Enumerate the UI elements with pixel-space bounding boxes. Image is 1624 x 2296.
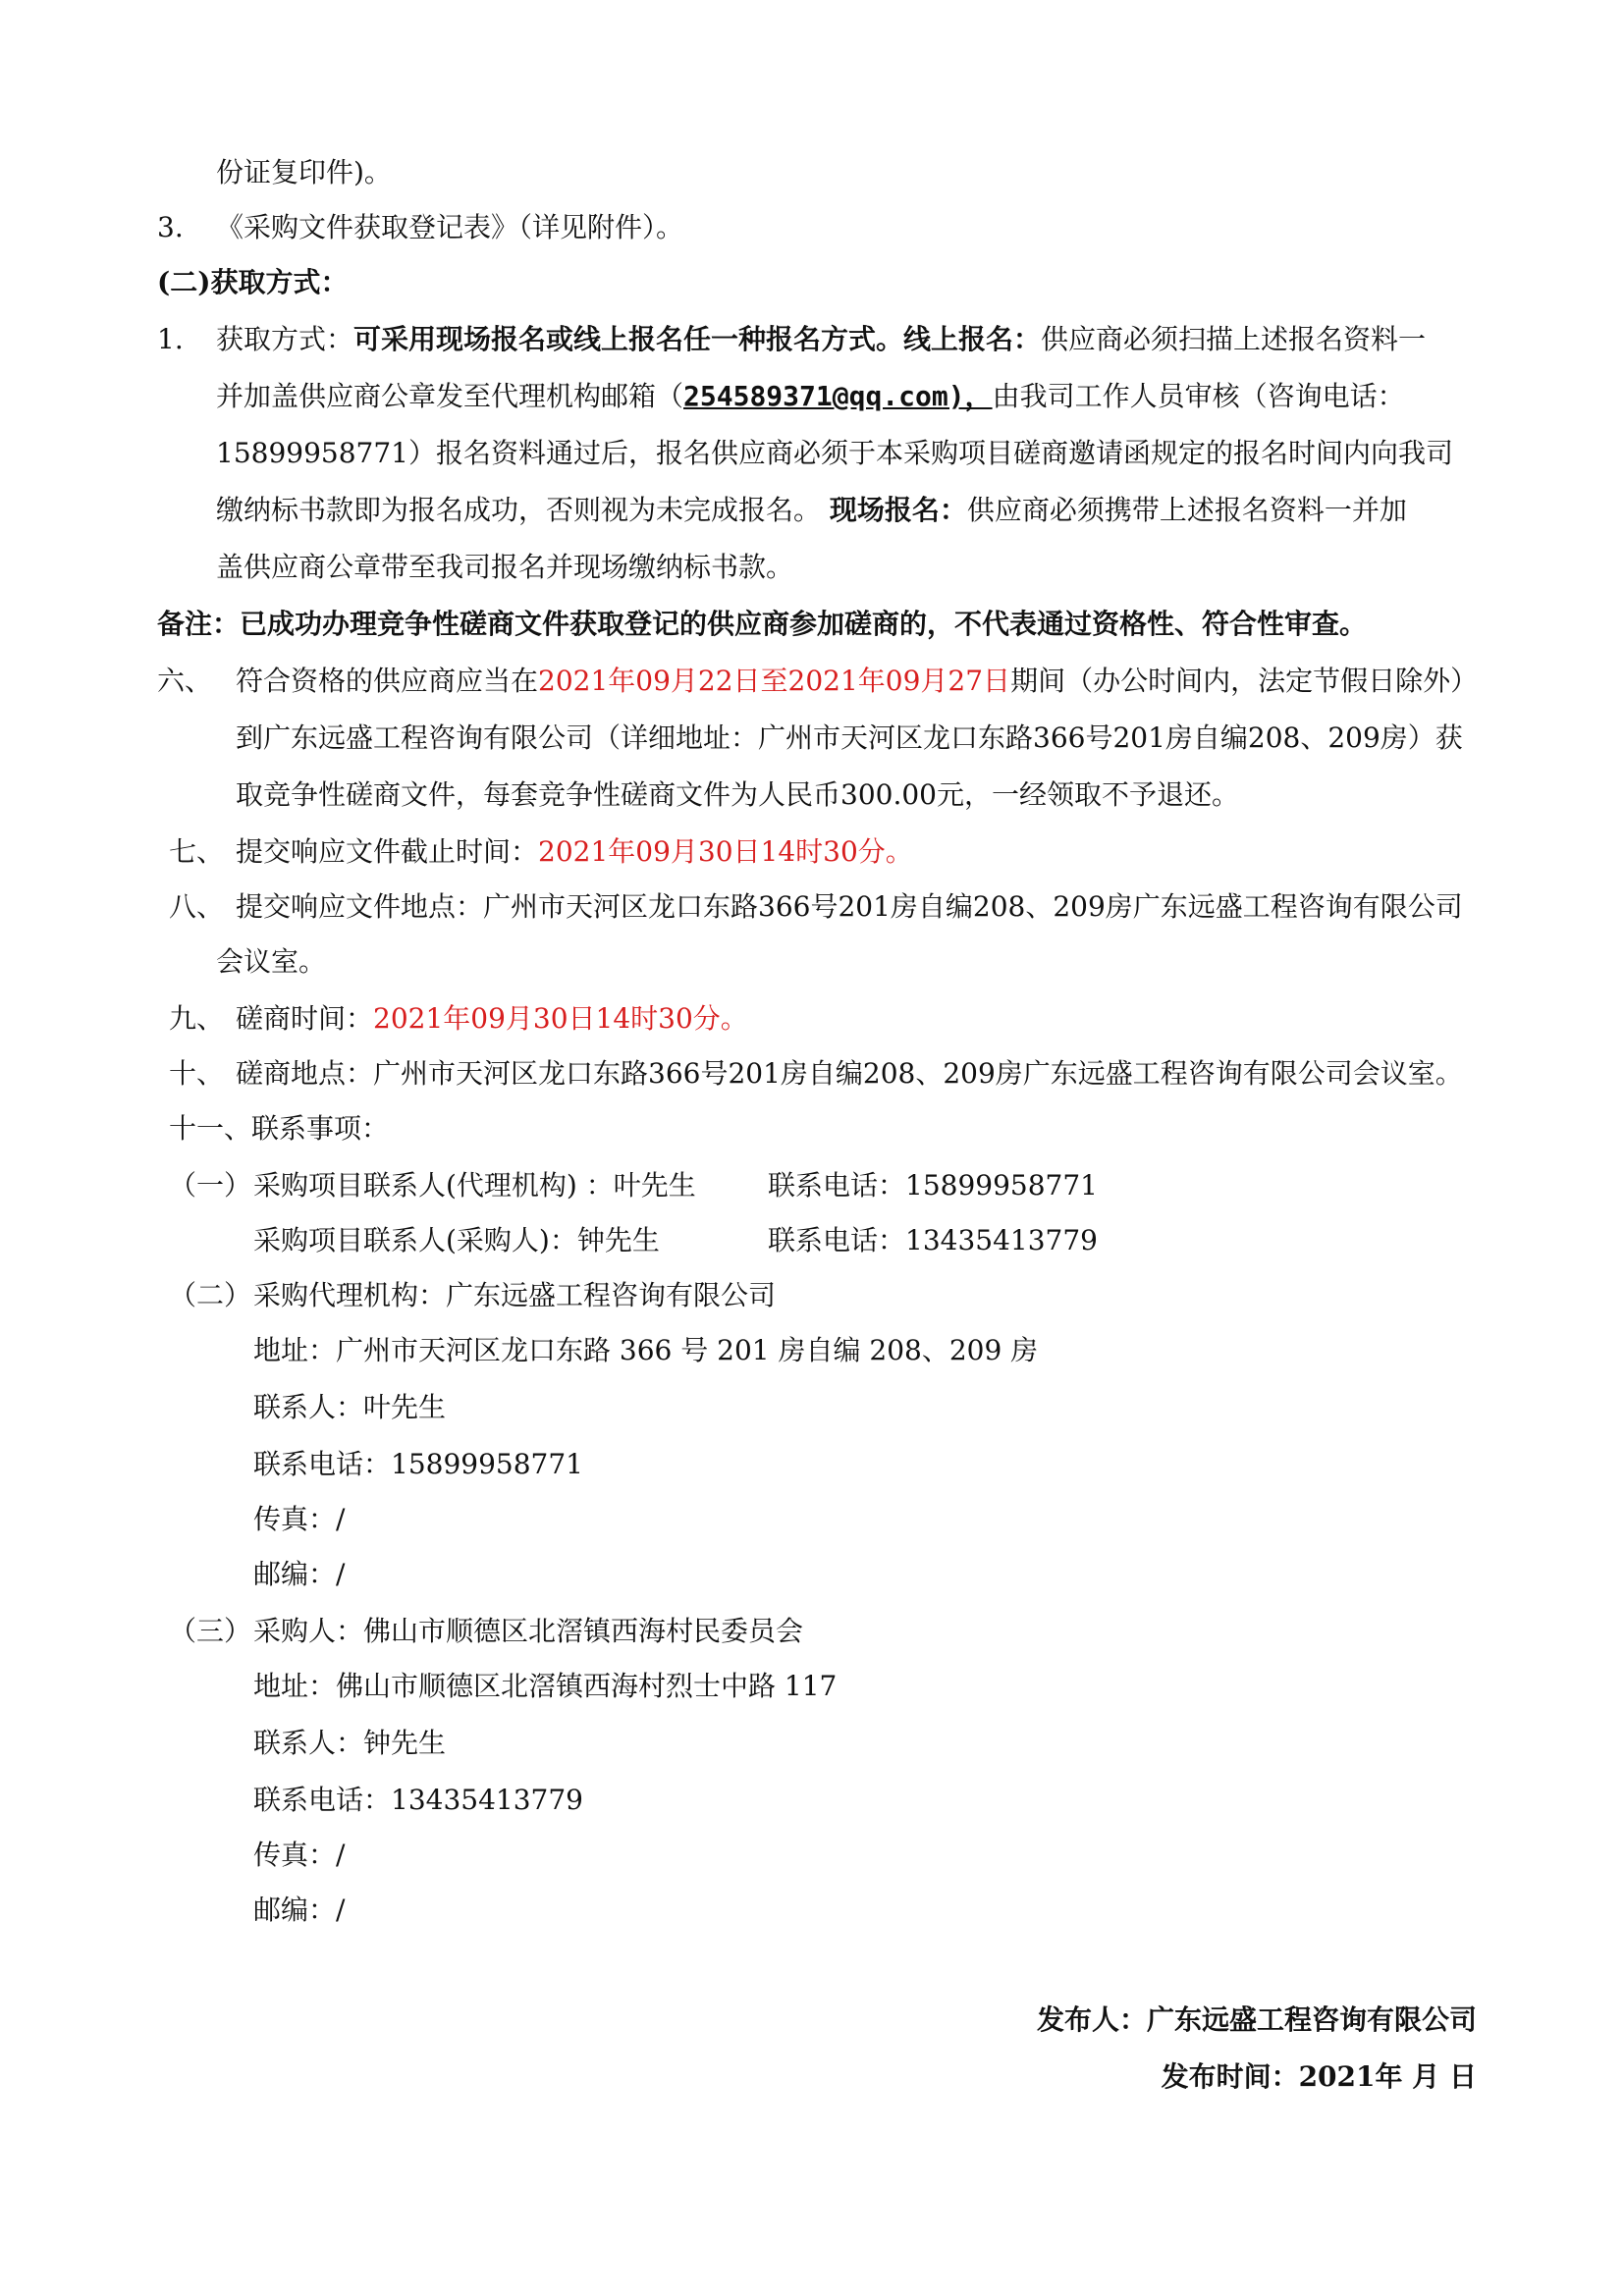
consultation-time: 2021年09月30日14时30分。 (373, 1002, 748, 1035)
text-line: 并加盖供应商公章发至代理机构邮箱（254589371@qq.com)，由我司工作人员审核（咨询电话： (216, 380, 1405, 412)
text-line: 份证复印件)。 (216, 156, 392, 188)
text-line: 邮编：/ (253, 1558, 346, 1590)
text-line: 采购人：佛山市顺德区北滘镇西海村民委员会 (253, 1615, 804, 1647)
publisher: 发布人：广东远盛工程咨询有限公司 (1036, 2003, 1477, 2036)
contact-number: （二） (169, 1279, 252, 1311)
date-range: 2021年09月22日至2021年09月27日 (538, 665, 1011, 697)
text-line: 会议室。 (216, 945, 327, 978)
text-line: 邮编：/ (253, 1894, 346, 1926)
text-line: 联系人：叶先生 (253, 1391, 447, 1423)
deadline-time: 2021年09月30日14时30分。 (538, 835, 913, 868)
section-number: 七、 (169, 835, 225, 868)
list-number: 1. (157, 323, 184, 355)
section-number: 六、 (157, 665, 213, 697)
text-line: 15899958771）报名资料通过后，报名供应商必须于本采购项目磋商邀请函规定的报名时间内向我司 (216, 437, 1453, 469)
text-line: 缴纳标书款即为报名成功，否则视为未完成报名。 现场报名：供应商必须携带上述报名资料一并加 (216, 494, 1407, 526)
section-number: 十、 (169, 1057, 225, 1090)
note-line: 备注：已成功办理竞争性磋商文件获取登记的供应商参加磋商的，不代表通过资格性、符合性审查。 (157, 608, 1368, 640)
text-line: 盖供应商公章带至我司报名并现场缴纳标书款。 (216, 551, 794, 583)
text-line: 地址：佛山市顺德区北滘镇西海村烈士中路 117 (253, 1670, 838, 1702)
text-line: 磋商地点：广州市天河区龙口东路366号201房自编208、209房广东远盛工程咨询有限公司会议室。 (236, 1057, 1463, 1090)
text-line: 联系人：钟先生 (253, 1727, 447, 1759)
text-line: 到广东远盛工程咨询有限公司（详细地址：广州市天河区龙口东路366号201房自编208、209房）获 (236, 721, 1463, 754)
text-line: 提交响应文件地点：广州市天河区龙口东路366号201房自编208、209房广东远盛工程咨询有限公司 (236, 890, 1463, 923)
text-line: 提交响应文件截止时间：2021年09月30日14时30分。 (236, 835, 913, 868)
section-heading: (二)获取方式： (157, 266, 349, 298)
text-line: 采购项目联系人(采购人)：钟先生 (253, 1224, 660, 1256)
text-line: 传真：/ (253, 1839, 346, 1871)
section-number: 九、 (169, 1002, 225, 1035)
text-line: 联系电话：13435413779 (253, 1784, 583, 1816)
section-heading: 十一、联系事项： (169, 1112, 390, 1145)
list-number: 3. (157, 211, 184, 243)
publish-date: 发布时间：2021年 月 日 (1161, 2060, 1477, 2093)
text-line: 《采购文件获取登记表》（详见附件）。 (216, 211, 684, 243)
text-line: 符合资格的供应商应当在2021年09月22日至2021年09月27日期间（办公时间内，法定节假日除外） (236, 665, 1479, 697)
text-line: 磋商时间：2021年09月30日14时30分。 (236, 1002, 748, 1035)
text-line: 传真：/ (253, 1503, 346, 1535)
contact-number: （三） (169, 1615, 252, 1647)
text-line: 地址：广州市天河区龙口东路 366 号 201 房自编 208、209 房 (253, 1334, 1039, 1366)
text-line: 联系电话：15899958771 (768, 1169, 1098, 1201)
text-line: 采购代理机构：广东远盛工程咨询有限公司 (253, 1279, 777, 1311)
text-line: 采购项目联系人(代理机构) ：叶先生 (253, 1169, 696, 1201)
contact-number: （一） (169, 1169, 252, 1201)
text-line: 获取方式：可采用现场报名或线上报名任一种报名方式。线上报名：供应商必须扫描上述报名资料一 (216, 323, 1427, 355)
section-number: 八、 (169, 890, 225, 923)
text-line: 取竞争性磋商文件，每套竞争性磋商文件为人民币300.00元，一经领取不予退还。 (236, 778, 1239, 811)
text-line: 联系电话：15899958771 (253, 1448, 583, 1480)
text-line: 联系电话：13435413779 (768, 1224, 1098, 1256)
email-link[interactable]: 254589371@qq.com)， (683, 380, 993, 412)
